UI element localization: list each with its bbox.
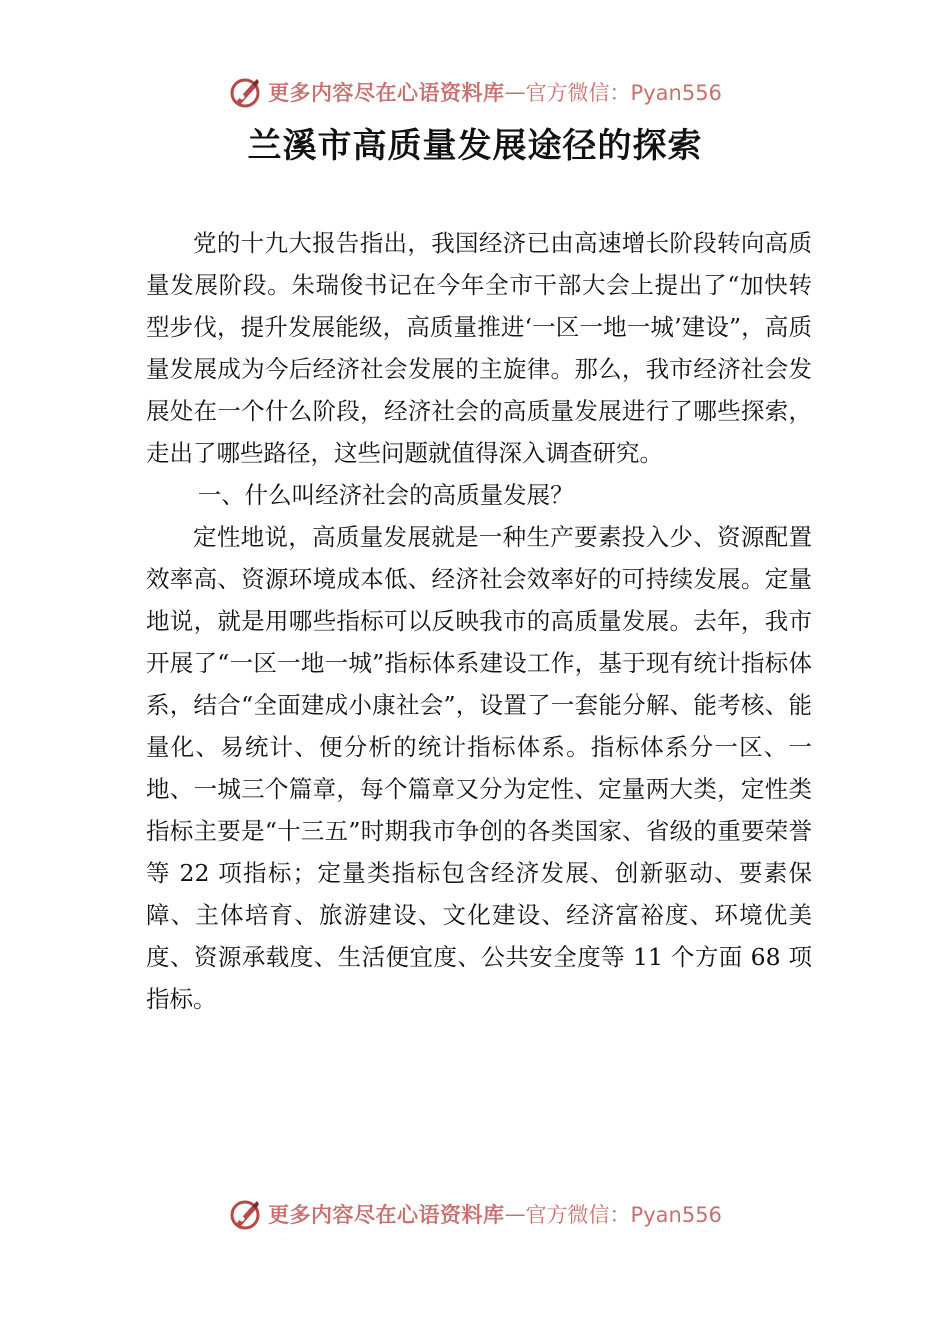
banner-promo-text: 更多内容尽在心语资料库 [268, 1203, 505, 1227]
pen-logo-icon [228, 75, 262, 109]
footer-banner [0, 1192, 950, 1236]
banner-contact-text: 官方微信：Pyan556 [525, 81, 722, 105]
document-body [146, 222, 812, 1020]
banner-promo-text: 更多内容尽在心语资料库 [268, 81, 505, 105]
document-title: 兰溪市高质量发展途径的探索 [247, 126, 703, 166]
pen-logo-icon [228, 1197, 262, 1231]
body-paragraph: 党的十九大报告指出，我国经济已由高速增长阶段转向高质量发展阶段。朱瑞俊书记在今年全市干部大会上提出了“加快转型步伐，提升发展能级，高质量推进‘一区一地一城’建设”，高质量发展成为今后经济社会发展的主旋律。那么，我市经济社会发展处在一个什么阶段，经济社会的高质量发展进行了哪些探索，走出了哪些路径，这些问题就值得深入调查研究。 [146, 229, 812, 467]
section-heading: 一、什么叫经济社会的高质量发展？ [197, 481, 574, 509]
header-banner [0, 70, 950, 114]
body-paragraph: 定性地说，高质量发展就是一种生产要素投入少、资源配置效率高、资源环境成本低、经济社会效率好的可持续发展。定量地说，就是用哪些指标可以反映我市的高质量发展。去年，我市开展了“一区一地一城”指标体系建设工作，基于现有统计指标体系，结合“全面建成小康社会”，设置了一套能分解、能考核、能量化、易统计、便分析的统计指标体系。指标体系分一区、一地、一城三个篇章，每个篇章又分为定性、定量两大类，定性类指标主要是“十三五”时期我市争创的各类国家、省级的重要荣誉等 22 项指标；定量类指标包含经济发展、创新驱动、要素保障、主体培育、旅游建设、文化建设、经济富裕度、环境优美度、资源承载度、生活便宜度、公共安全度等 11 个方面 68 项指标。 [146, 523, 812, 1013]
banner-separator: — [504, 80, 526, 104]
banner-contact-text: 官方微信：Pyan556 [525, 1203, 722, 1227]
banner-separator: — [504, 1202, 526, 1226]
